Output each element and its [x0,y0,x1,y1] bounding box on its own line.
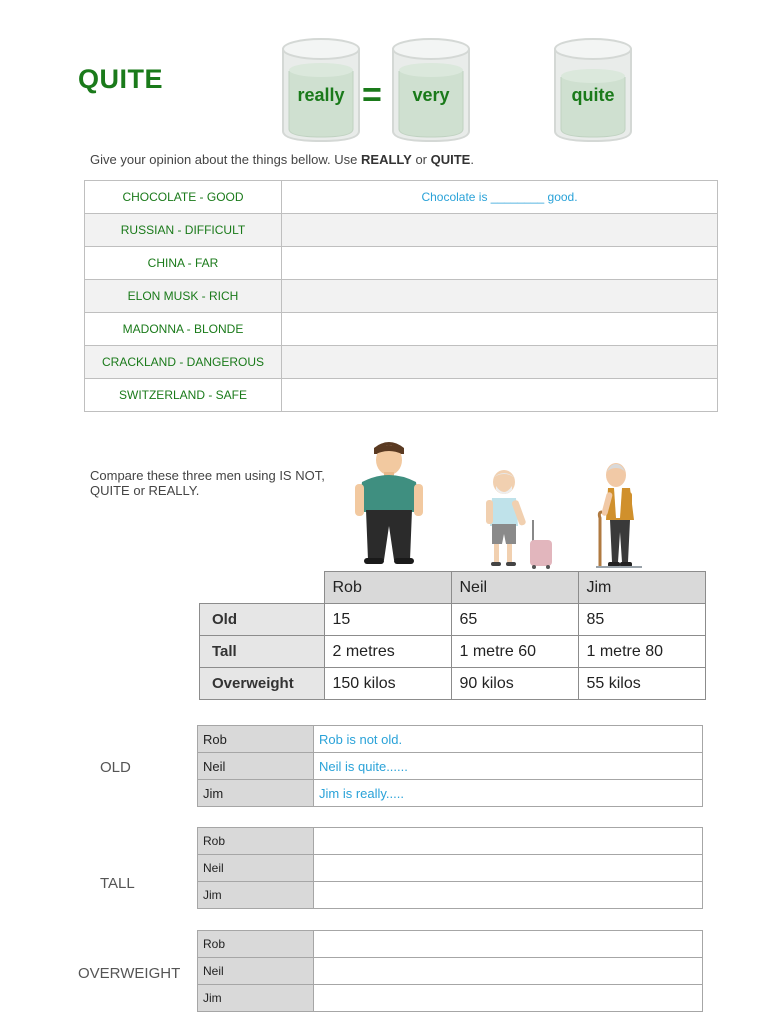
table-cell: 150 kilos [324,668,451,700]
table-cell: 2 metres [324,636,451,668]
old-man-with-suitcase-icon [486,468,558,570]
page-title: QUITE [78,64,164,94]
opinion-prompt: ELON MUSK - RICH [85,280,282,313]
jar-label: very [412,85,450,105]
row-header-old: Old [200,604,325,636]
table-row [85,280,718,313]
table-row [85,313,718,346]
table-row [198,780,703,807]
table-row [198,828,703,855]
table-row [198,726,703,753]
opinion-answer-field[interactable] [282,379,718,412]
instruction-suffix: . [470,152,474,167]
answer-field[interactable] [314,985,703,1012]
column-header-neil: Neil [451,572,578,604]
table-cell: 15 [324,604,451,636]
row-header-overweight: Overweight [200,668,325,700]
table-row [200,636,706,668]
opinion-answer-field[interactable] [282,214,718,247]
neil-illustration [486,468,558,570]
table-row [85,346,718,379]
person-name: Rob [198,726,314,753]
answer-table-tall [197,827,703,909]
table-row [85,214,718,247]
answer-field[interactable] [314,828,703,855]
comparison-table [199,571,706,700]
table-row [198,931,703,958]
table-row [198,753,703,780]
opinion-answer-field[interactable] [282,313,718,346]
table-cell: 65 [451,604,578,636]
instruction-prefix: Give your opinion about the things bellow. Use [90,152,362,167]
jar-very [391,37,471,143]
jim-illustration [596,462,648,570]
group-label-overweight: OVERWEIGHT [78,965,181,982]
rob-illustration [352,438,426,566]
equals-sign: = [362,76,382,114]
table-row [85,247,718,280]
opinion-prompt: CRACKLAND - DANGEROUS [85,346,282,379]
column-header-rob: Rob [324,572,451,604]
person-name: Neil [198,753,314,780]
group-label-tall: TALL [100,875,135,892]
person-name: Rob [198,931,314,958]
person-name: Neil [198,958,314,985]
instruction [90,152,474,167]
person-name: Jim [198,985,314,1012]
person-name: Jim [198,780,314,807]
instruction-middle: or [411,152,431,167]
answer-field[interactable] [314,855,703,882]
opinion-answer-field[interactable] [282,280,718,313]
old-man-with-cane-icon [596,462,648,570]
jar-quite [553,37,633,143]
table-cell: 1 metre 60 [451,636,578,668]
group-label-old: OLD [100,759,131,776]
table-cell: 90 kilos [451,668,578,700]
compare-instruction: Compare these three men using IS NOT, QUITE or REALLY. [90,468,325,498]
man-icon [352,438,426,566]
table-row [198,985,703,1012]
opinion-prompt: CHOCOLATE - GOOD [85,181,282,214]
answer-field[interactable]: Rob is not old. [314,726,703,753]
table-cell: 55 kilos [578,668,705,700]
table-corner [200,572,325,604]
instruction-word-really: REALLY [361,152,412,167]
jar-label: really [297,85,345,105]
person-name: Neil [198,855,314,882]
table-row [198,882,703,909]
jar-label: quite [571,85,615,105]
row-header-tall: Tall [200,636,325,668]
answer-field[interactable]: Jim is really..... [314,780,703,807]
person-name: Jim [198,882,314,909]
table-header-row [200,572,706,604]
jar-really [281,37,361,143]
table-row [198,855,703,882]
table-row [198,958,703,985]
opinion-table [84,180,718,412]
answer-field[interactable]: Neil is quite...... [314,753,703,780]
opinion-answer-field[interactable]: Chocolate is ________ good. [282,181,718,214]
table-row [200,668,706,700]
answer-table-overweight [197,930,703,1012]
opinion-prompt: SWITZERLAND - SAFE [85,379,282,412]
answer-field[interactable] [314,931,703,958]
answer-field[interactable] [314,882,703,909]
table-cell: 1 metre 80 [578,636,705,668]
opinion-answer-field[interactable] [282,247,718,280]
opinion-prompt: CHINA - FAR [85,247,282,280]
table-row [85,379,718,412]
answer-field[interactable] [314,958,703,985]
table-cell: 85 [578,604,705,636]
opinion-prompt: RUSSIAN - DIFFICULT [85,214,282,247]
table-row [200,604,706,636]
opinion-prompt: MADONNA - BLONDE [85,313,282,346]
person-name: Rob [198,828,314,855]
instruction-word-quite: QUITE [430,152,471,167]
table-row [85,181,718,214]
opinion-answer-field[interactable] [282,346,718,379]
answer-table-old [197,725,703,807]
column-header-jim: Jim [578,572,705,604]
